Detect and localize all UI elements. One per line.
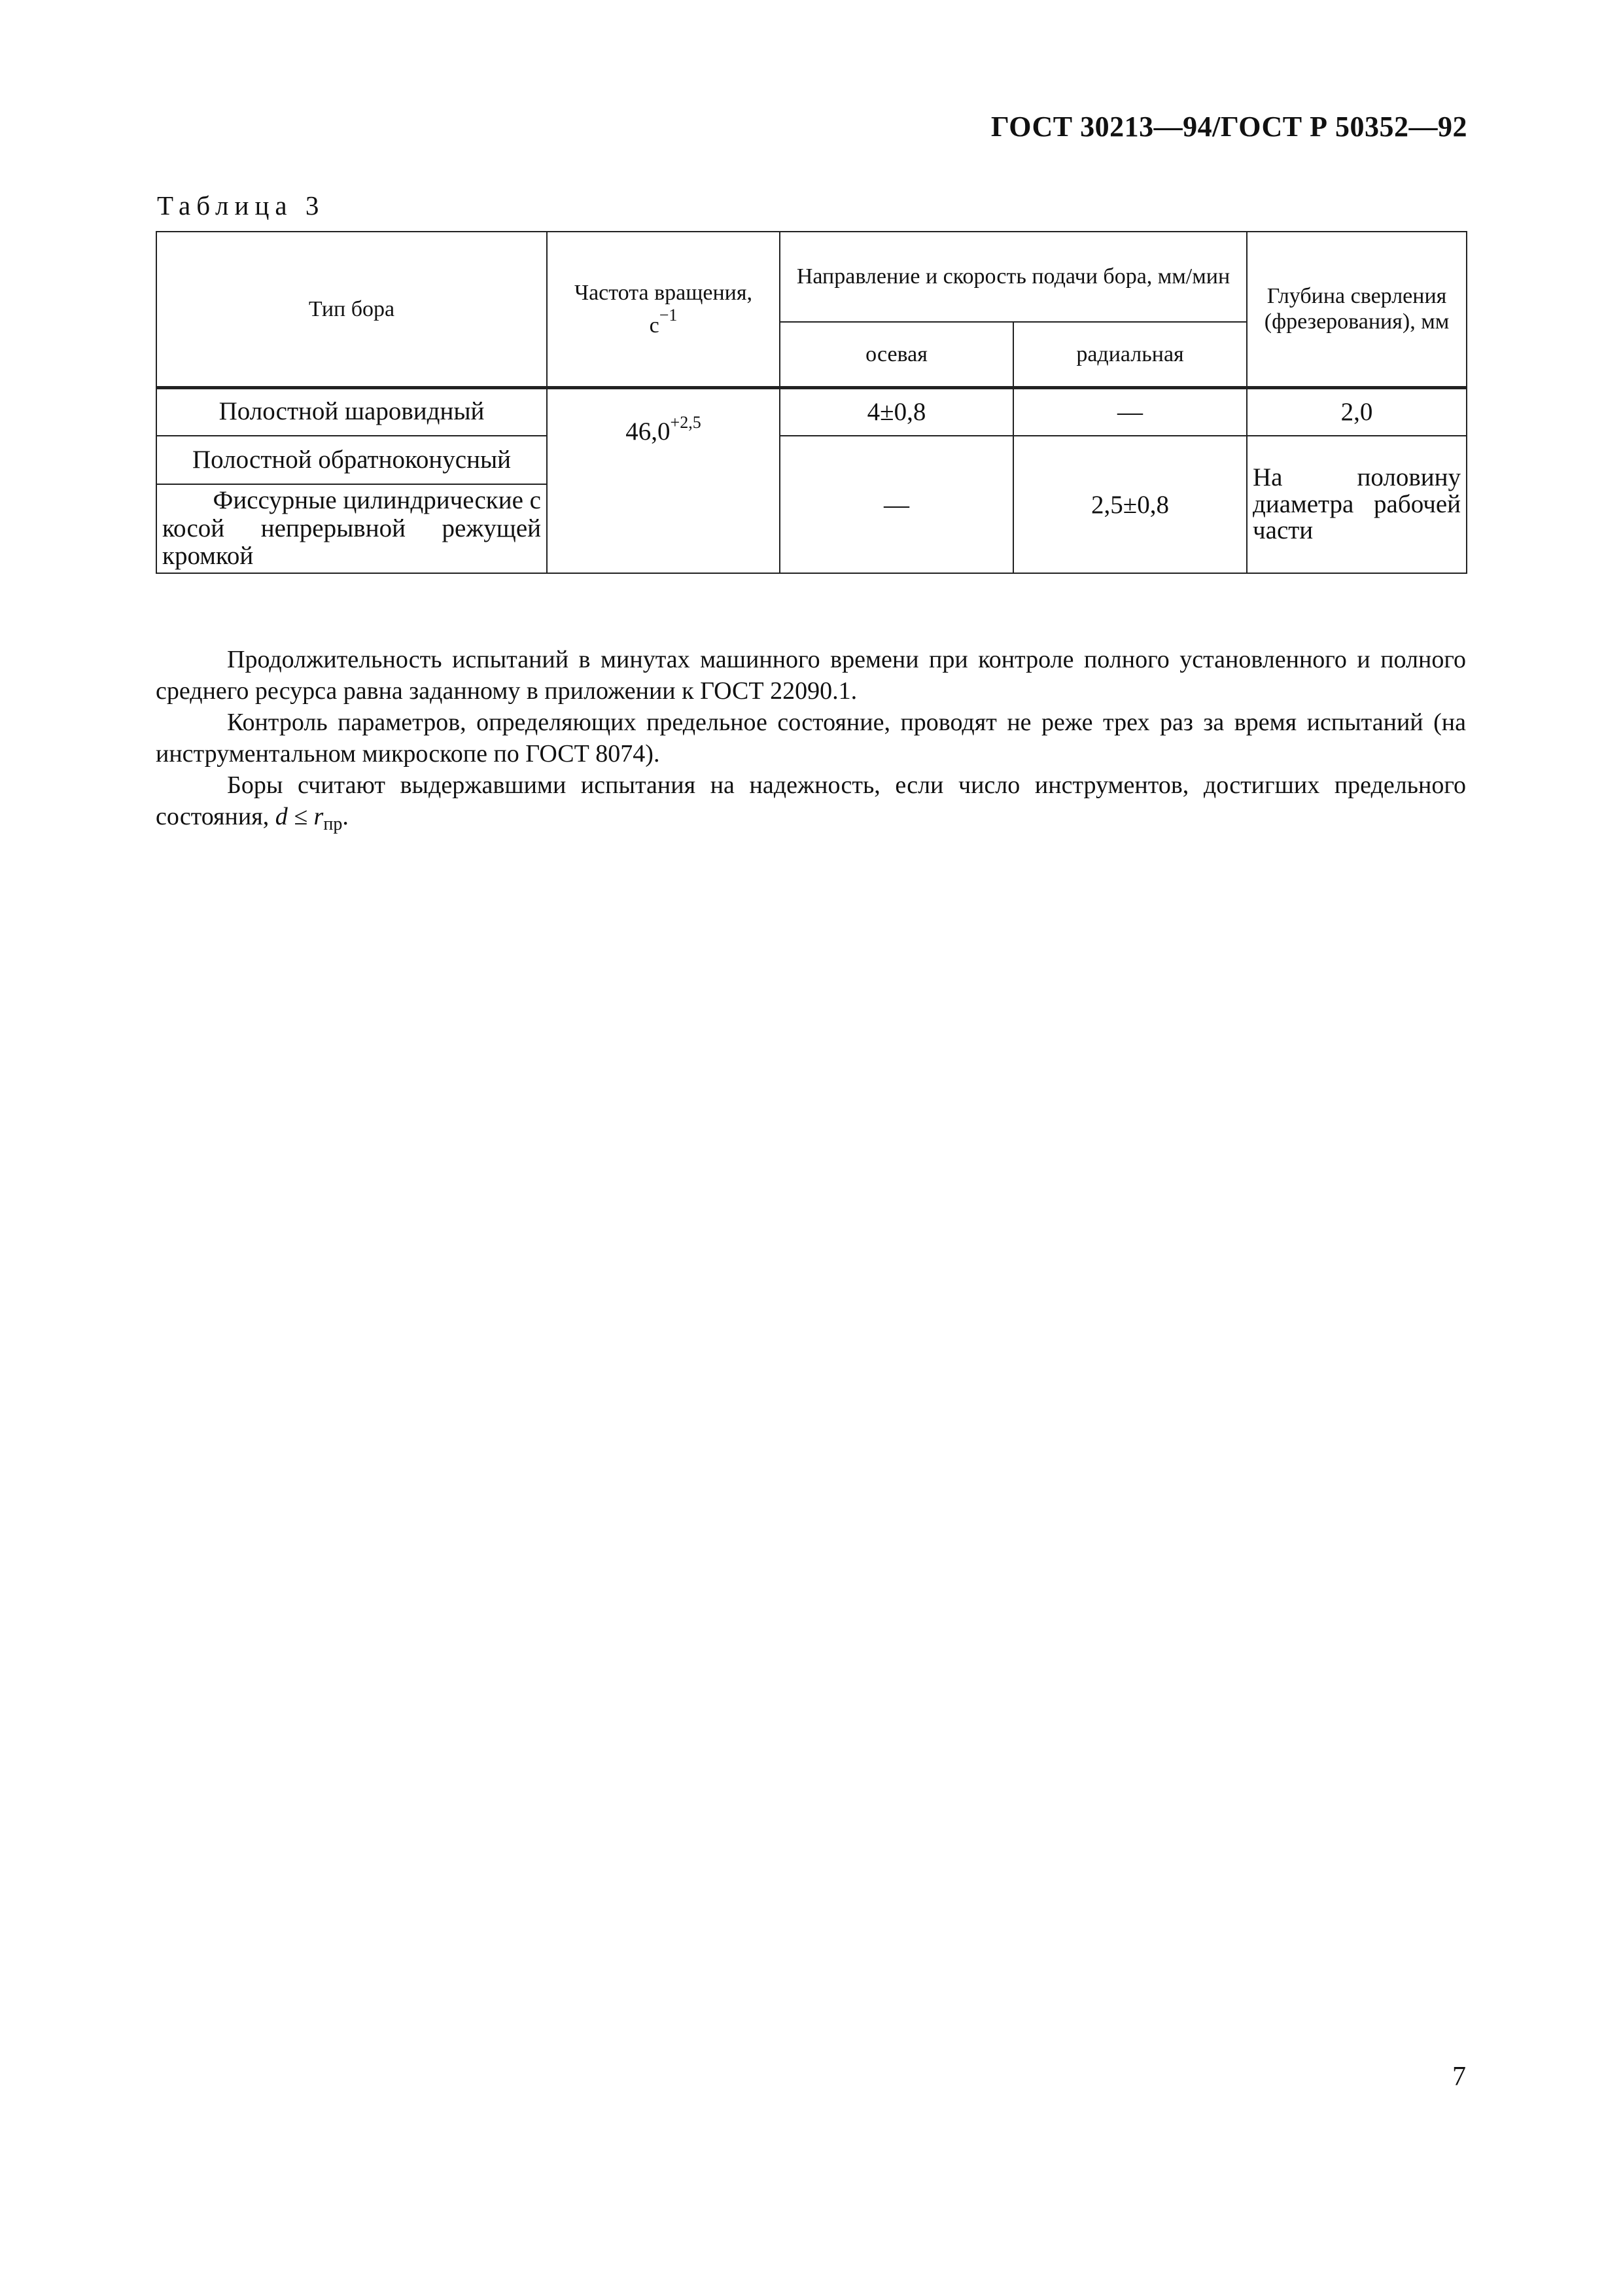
page-number: 7 (1452, 2062, 1466, 2092)
paragraph-duration: Продолжительность испытаний в минутах машинного времени при контроле полного установленного и полного среднего ресурса равна заданному в приложении к ГОСТ 22090.1. (156, 646, 1466, 705)
table-caption: Таблица 3 (157, 190, 325, 221)
document-header: ГОСТ 30213—94/ГОСТ Р 50352—92 (990, 111, 1467, 143)
row-type: Фиссурные цилиндрические с косой непрерывной режущей кромкой (156, 484, 547, 573)
table-row (156, 436, 1467, 484)
header-direction: Направление и скорость подачи бора, мм/мин (780, 232, 1247, 322)
row-radial: — (1013, 387, 1247, 436)
merged-axial: — (780, 436, 1013, 573)
row-type: Полостной шаровидный (156, 387, 547, 436)
table-row (156, 387, 1467, 436)
header-axial: осевая (780, 322, 1013, 387)
row-axial: 4±0,8 (780, 387, 1013, 436)
row-depth: 2,0 (1247, 387, 1467, 436)
header-radial: радиальная (1013, 322, 1247, 387)
row-type: Полостной обратноконусный (156, 436, 547, 484)
header-depth: Глубина сверления (фрезерования), мм (1247, 232, 1467, 387)
test-parameters-table (156, 231, 1467, 574)
formula: d ≤ r (275, 803, 324, 830)
paragraph-control: Контроль параметров, определяющих предельное состояние, проводят не реже трех раз за время испытаний (на инструментальном микроскопе по ГОСТ 8074). (156, 709, 1466, 768)
table-header-row (156, 232, 1467, 322)
frequency-value: $46,0^{+2,5}$ (547, 387, 780, 573)
paragraph-reliability: Боры считают выдержавшими испытания на надежность, если число инструментов, достигших предельного состояния, $d \le r_{пр}$. (156, 771, 1466, 834)
merged-radial: 2,5±0,8 (1013, 436, 1247, 573)
header-frequency: Частота вращения, $с^{-1}$ (547, 232, 780, 387)
header-type: Тип бора (156, 232, 547, 387)
merged-depth: На половину диаметра рабочей части (1247, 436, 1467, 573)
